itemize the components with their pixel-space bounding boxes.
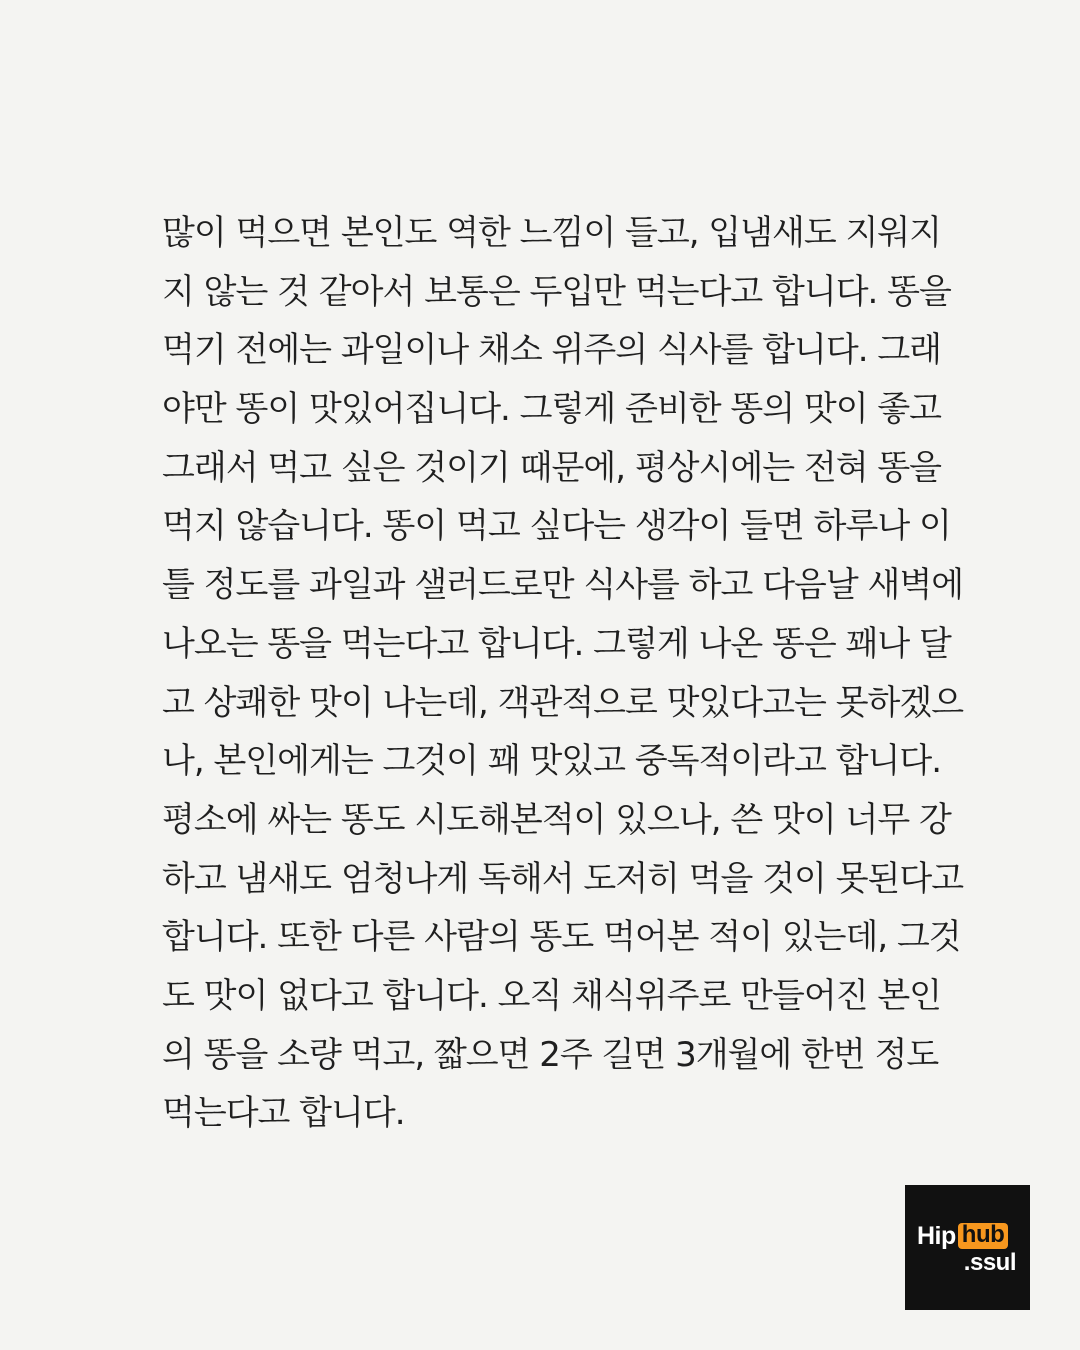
text-line: 평소에 싸는 똥도 시도해본적이 있으나, 쓴 맛이 너무 강 <box>162 799 951 840</box>
text-line: 합니다. 또한 다른 사람의 똥도 먹어본 적이 있는데, 그것 <box>162 917 961 958</box>
text-line: 나, 본인에게는 그것이 꽤 맛있고 중독적이라고 합니다. <box>162 741 942 782</box>
text-line: 의 똥을 소량 먹고, 짧으면 2주 길면 3개월에 한번 정도 <box>162 1034 939 1075</box>
text-line: 나오는 똥을 먹는다고 합니다. 그렇게 나온 똥은 꽤나 달 <box>162 623 951 664</box>
text-line: 먹지 않습니다. 똥이 먹고 싶다는 생각이 들면 하루나 이 <box>162 506 951 547</box>
logo-wordmark <box>917 1223 1008 1249</box>
text-line: 먹는다고 합니다. <box>162 1093 405 1134</box>
text-line: 틀 정도를 과일과 샐러드로만 식사를 하고 다음날 새벽에 <box>162 565 964 606</box>
logo-hip-text: Hip <box>917 1221 956 1250</box>
text-line: 그래서 먹고 싶은 것이기 때문에, 평상시에는 전혀 똥을 <box>162 447 942 488</box>
logo-hub-badge: hub <box>958 1223 1008 1249</box>
text-line: 야만 똥이 맛있어집니다. 그렇게 준비한 똥의 맛이 좋고 <box>162 389 942 430</box>
text-line: 지 않는 것 같아서 보통은 두입만 먹는다고 합니다. 똥을 <box>162 271 951 312</box>
text-line: 도 맛이 없다고 합니다. 오직 채식위주로 만들어진 본인 <box>162 975 942 1016</box>
text-line: 많이 먹으면 본인도 역한 느낌이 들고, 입냄새도 지워지 <box>162 213 942 253</box>
text-line: 먹기 전에는 과일이나 채소 위주의 식사를 합니다. 그래 <box>162 330 942 371</box>
text-line: 고 상쾌한 맛이 나는데, 객관적으로 맛있다고는 못하겠으 <box>162 682 964 723</box>
text-line: 하고 냄새도 엄청나게 독해서 도저히 먹을 것이 못된다고 <box>162 858 964 899</box>
hiphub-ssul-logo <box>905 1185 1030 1310</box>
body-text <box>162 204 964 1143</box>
logo-ssul-text: .ssul <box>963 1249 1016 1276</box>
